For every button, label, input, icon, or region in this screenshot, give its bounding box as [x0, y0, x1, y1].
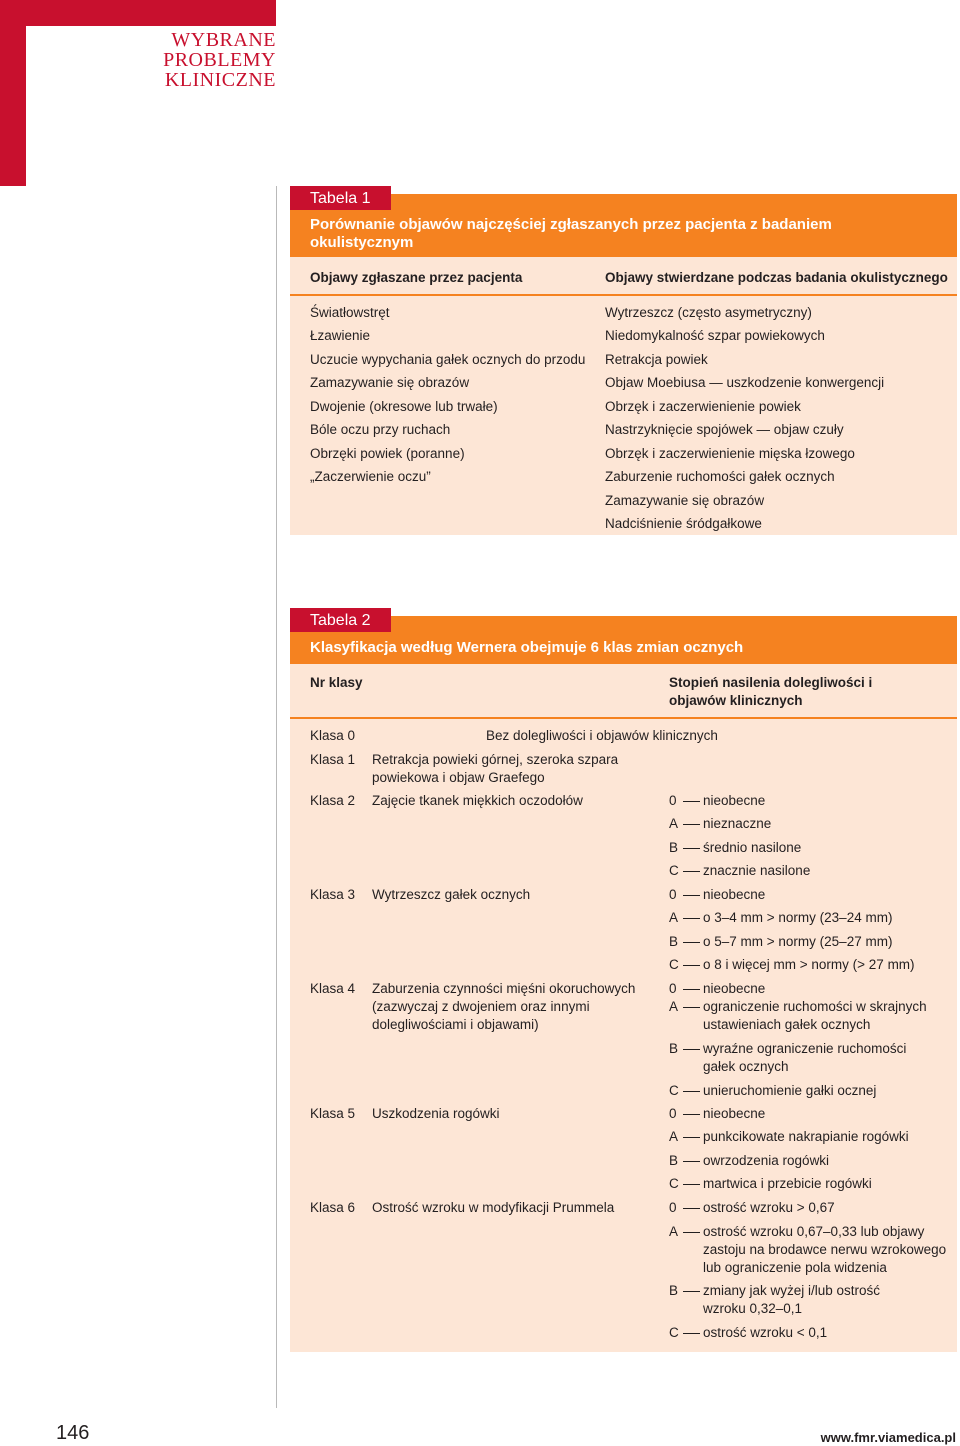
- dash: [683, 1007, 700, 1008]
- grade-letter: 0: [669, 981, 677, 996]
- grade-letter: B: [669, 840, 679, 855]
- table-1-right-cell: Niedomykalność szpar powiekowych: [605, 328, 825, 343]
- table-2-col-left-header: Nr klasy: [310, 675, 363, 690]
- section-title-line: PROBLEMY: [163, 49, 276, 71]
- grade-text: nieobecne: [703, 793, 766, 808]
- table-2-col-right-header: Stopień nasilenia dolegliwości i objawów klinicznych: [669, 675, 873, 708]
- table-1-divider: [290, 294, 957, 296]
- dash: [683, 1291, 700, 1292]
- grade-letter: C: [669, 957, 679, 972]
- table-2-label: Tabela 2: [290, 608, 391, 632]
- side-red-bar: [0, 0, 26, 186]
- table-1-left-cell: Dwojenie (okresowe lub trwałe): [310, 399, 498, 414]
- table-1-right-cell: Nastrzyknięcie spojówek — objaw czuły: [605, 422, 844, 437]
- table-1-right-cell: Zaburzenie ruchomości gałek ocznych: [605, 469, 835, 484]
- grade-letter: A: [669, 1129, 679, 1144]
- table-1-title: Porównanie objawów najczęściej zgłaszanych przez pacjenta z badaniem okulistycznym: [310, 216, 832, 251]
- grade-letter: A: [669, 816, 679, 831]
- grade-text: o 5–7 mm > normy (25–27 mm): [703, 934, 893, 949]
- dash: [683, 848, 700, 849]
- grade-letter: 0: [669, 1106, 677, 1121]
- dash: [683, 942, 700, 943]
- table-1-left-cell: Światłowstręt: [310, 305, 390, 320]
- class-name: Klasa 1: [310, 752, 356, 767]
- table-1-right-cell: Retrakcja powiek: [605, 352, 708, 367]
- grade-text: nieobecne: [703, 1106, 766, 1121]
- dash: [683, 918, 700, 919]
- dash: [683, 801, 700, 802]
- class-description: Ostrość wzroku w modyfikacji Prummela: [372, 1200, 615, 1215]
- grade-letter: 0: [669, 887, 677, 902]
- class-name: Klasa 0: [310, 728, 356, 743]
- grade-text: nieznaczne: [703, 816, 772, 831]
- grade-text: ostrość wzroku > 0,67: [703, 1200, 835, 1215]
- table-1-label: Tabela 1: [290, 186, 391, 210]
- grade-letter: C: [669, 863, 679, 878]
- dash: [683, 989, 700, 990]
- grade-text: średnio nasilone: [703, 840, 802, 855]
- class-name: Klasa 3: [310, 887, 356, 902]
- dash: [683, 871, 700, 872]
- grade-text: martwica i przebicie rogówki: [703, 1176, 872, 1191]
- grade-text: nieobecne: [703, 887, 766, 902]
- grade-letter: A: [669, 999, 679, 1014]
- class-description: Bez dolegliwości i objawów klinicznych: [486, 728, 718, 743]
- table-1-right-cell: Obrzęk i zaczerwienienie powiek: [605, 399, 801, 414]
- grade-letter: C: [669, 1325, 679, 1340]
- grade-letter: B: [669, 1283, 679, 1298]
- section-title: [163, 30, 276, 90]
- class-name: Klasa 5: [310, 1106, 356, 1121]
- dash: [683, 1333, 700, 1334]
- dash: [683, 1232, 700, 1233]
- grade-text: unieruchomienie gałki ocznej: [703, 1083, 877, 1098]
- page-number: 146: [56, 1422, 90, 1444]
- dash: [683, 1208, 700, 1209]
- grade-text: zmiany jak wyżej i/lub ostrość wzroku 0,32–0,1: [703, 1283, 881, 1316]
- grade-letter: 0: [669, 1200, 677, 1215]
- class-description: Zajęcie tkanek miękkich oczodołów: [372, 793, 583, 808]
- table-1-left-cell: Bóle oczu przy ruchach: [310, 422, 451, 437]
- grade-letter: B: [669, 1153, 679, 1168]
- grade-letter: C: [669, 1176, 679, 1191]
- margin-rule: [276, 186, 277, 1408]
- class-description: Wytrzeszcz gałek ocznych: [372, 887, 531, 902]
- table-1-left-cell: „Zaczerwienie oczu”: [310, 469, 431, 484]
- grade-text: nieobecne: [703, 981, 766, 996]
- table-1-right-cell: Wytrzeszcz (często asymetryczny): [605, 305, 812, 320]
- section-title-line: KLINICZNE: [164, 69, 276, 91]
- grade-letter: B: [669, 1041, 679, 1056]
- grade-text: o 3–4 mm > normy (23–24 mm): [703, 910, 893, 925]
- grade-letter: A: [669, 910, 679, 925]
- header-red-bar: [0, 0, 276, 26]
- dash: [683, 1114, 700, 1115]
- dash: [683, 1049, 700, 1050]
- section-title-line: WYBRANE: [171, 29, 276, 51]
- table-1: [290, 190, 957, 535]
- class-name: Klasa 2: [310, 793, 356, 808]
- grade-letter: C: [669, 1083, 679, 1098]
- class-name: Klasa 4: [310, 981, 356, 996]
- table-2: [290, 612, 957, 1352]
- dash: [683, 824, 700, 825]
- table-2-title: Klasyfikacja według Wernera obejmuje 6 klas zmian ocznych: [310, 639, 744, 656]
- table-1-col-left-header: Objawy zgłaszane przez pacjenta: [310, 270, 523, 285]
- dash: [683, 1091, 700, 1092]
- grade-text: ograniczenie ruchomości w skrajnych ustawieniach gałek ocznych: [703, 999, 927, 1032]
- table-1-right-cell: Nadciśnienie śródgałkowe: [605, 516, 762, 531]
- grade-letter: B: [669, 934, 679, 949]
- dash: [683, 1184, 700, 1185]
- grade-letter: 0: [669, 793, 677, 808]
- dash: [683, 965, 700, 966]
- grade-text: ostrość wzroku 0,67–0,33 lub objawy zastoju na brodawce nerwu wzrokowego lub ograniczenie pola widzenia: [703, 1224, 947, 1275]
- table-1-left-cell: Uczucie wypychania gałek ocznych do przodu: [310, 352, 586, 367]
- dash: [683, 1161, 700, 1162]
- grade-text: wyraźne ograniczenie ruchomości gałek ocznych: [703, 1041, 907, 1074]
- dash: [683, 1137, 700, 1138]
- table-1-right-cell: Objaw Moebiusa — uszkodzenie konwergencji: [605, 375, 885, 390]
- table-2-divider: [290, 717, 957, 719]
- class-name: Klasa 6: [310, 1200, 356, 1215]
- class-description: Uszkodzenia rogówki: [372, 1106, 500, 1121]
- table-1-left-cell: Łzawienie: [310, 328, 371, 343]
- grade-text: ostrość wzroku < 0,1: [703, 1325, 828, 1340]
- class-description: Zaburzenia czynności mięśni okoruchowych (zazwyczaj z dwojeniem oraz innymi dolegliwościami i objawami): [372, 981, 636, 1032]
- grade-letter: A: [669, 1224, 679, 1239]
- table-1-right-cell: Zamazywanie się obrazów: [605, 493, 765, 508]
- table-1-col-right-header: Objawy stwierdzane podczas badania okulistycznego: [605, 270, 948, 285]
- grade-text: znacznie nasilone: [703, 863, 811, 878]
- grade-text: o 8 i więcej mm > normy (> 27 mm): [703, 957, 915, 972]
- footer-url: www.fmr.viamedica.pl: [820, 1430, 956, 1445]
- dash: [683, 895, 700, 896]
- table-1-left-cell: Zamazywanie się obrazów: [310, 375, 470, 390]
- class-description: Retrakcja powieki górnej, szeroka szpara powiekowa i objaw Graefego: [372, 752, 619, 785]
- table-1-right-cell: Obrzęk i zaczerwienienie mięska łzowego: [605, 446, 855, 461]
- table-1-left-cell: Obrzęki powiek (poranne): [310, 446, 465, 461]
- grade-text: owrzodzenia rogówki: [703, 1153, 830, 1168]
- grade-text: punkcikowate nakrapianie rogówki: [703, 1129, 909, 1144]
